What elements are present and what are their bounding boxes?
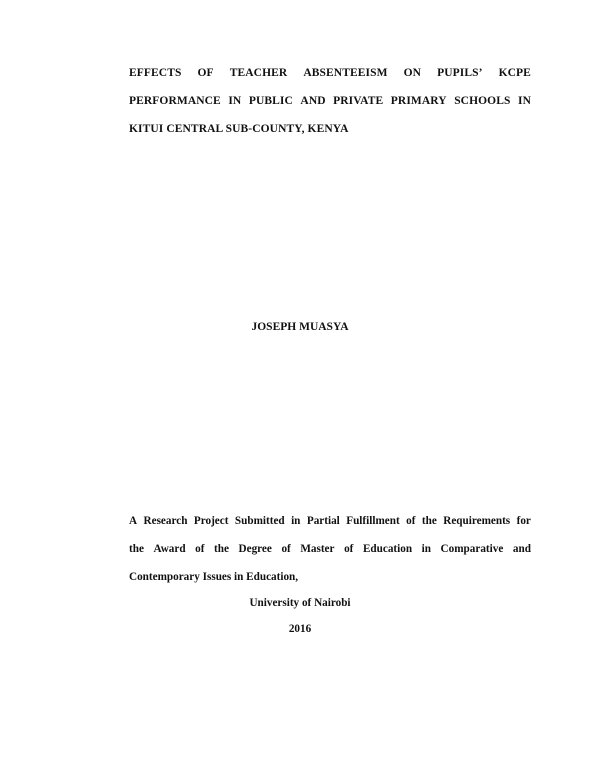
title-word: KCPE [498, 67, 531, 79]
title-word: IN [228, 95, 242, 107]
submission-word: Fulfillment [346, 515, 400, 527]
submission-word: the [129, 543, 144, 555]
title-word: ABSENTEEISM [303, 67, 388, 79]
submission-word: the [214, 543, 229, 555]
title-word: PRIVATE [333, 95, 384, 107]
title-word: PERFORMANCE [129, 95, 221, 107]
title-word: AND [300, 95, 326, 107]
title-line-1 [129, 67, 531, 79]
title-word: EFFECTS [129, 67, 182, 79]
submission-word: Submitted [234, 515, 285, 527]
author-name: JOSEPH MUASYA [251, 321, 349, 333]
submission-word: for [516, 515, 531, 527]
submission-word: Education [362, 543, 413, 555]
submission-word: Requirements [443, 515, 511, 527]
submission-line-3: Contemporary Issues in Education, [129, 571, 299, 583]
title-line-3: KITUI CENTRAL SUB-COUNTY, KENYA [129, 123, 349, 135]
submission-word: Award [153, 543, 186, 555]
title-word: PRIMARY [390, 95, 447, 107]
title-word: TEACHER [229, 67, 288, 79]
title-word: PUBLIC [248, 95, 293, 107]
submission-word: of [406, 515, 416, 527]
submission-word: of [344, 543, 354, 555]
title-word: IN [518, 95, 531, 107]
title-line-2 [129, 95, 531, 107]
submission-word: Partial [306, 515, 340, 527]
institution-name: University of Nairobi [249, 597, 351, 609]
title-word: ON [403, 67, 422, 79]
submission-year: 2016 [288, 623, 312, 635]
submission-word: of [195, 543, 205, 555]
submission-line-1 [129, 515, 531, 527]
submission-word: Comparative [440, 543, 504, 555]
submission-word: of [281, 543, 291, 555]
submission-word: in [421, 543, 431, 555]
submission-line-2 [129, 543, 531, 555]
submission-word: in [291, 515, 301, 527]
submission-word: Project [193, 515, 229, 527]
submission-word: Research [143, 515, 188, 527]
submission-word: A [129, 515, 138, 527]
title-word: SCHOOLS [454, 95, 511, 107]
title-word: OF [197, 67, 214, 79]
title-word: PUPILS’ [437, 67, 483, 79]
submission-word: Degree [238, 543, 272, 555]
submission-word: and [512, 543, 531, 555]
submission-word: Master [300, 543, 335, 555]
submission-word: the [421, 515, 437, 527]
